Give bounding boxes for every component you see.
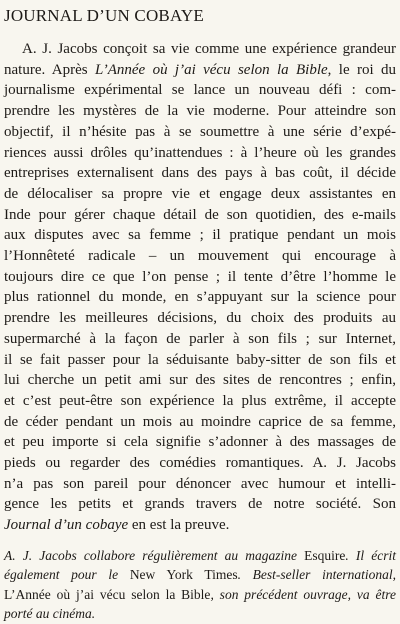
paragraph_lines-line xyxy=(4,370,396,391)
text-run: prendre les meilleures décisions, du choix des produits au xyxy=(4,310,396,327)
italic-text: L’Année où j’ai vécu selon la Bible xyxy=(94,61,328,78)
text-run: toujours dire ce que l’on pense ; il tente d’être l’homme le xyxy=(4,268,396,285)
text-run: il se fait passer pour la séduisante baby-sitter de son fils et xyxy=(4,351,396,368)
paragraph_lines-line xyxy=(4,60,396,81)
text-run: riences aussi drôles qu’inattendues : à l’heure où les grandes xyxy=(4,144,396,161)
paragraph_lines-line xyxy=(4,453,396,474)
italic-text: également pour le xyxy=(4,567,130,583)
text-run: Esquire xyxy=(304,547,346,563)
summary-paragraph xyxy=(4,39,396,536)
text-run: Inde pour gérer chaque détail de son quotidien, des e-mails xyxy=(4,206,396,223)
paragraph_lines-line xyxy=(4,267,396,288)
text-run: objectif, il n’hésite pas à se soumettre à une série d’expé- xyxy=(4,123,396,140)
text-run: pieds ou regarder des comédies romantiques. A. J. Jacobs xyxy=(4,455,396,472)
paragraph_lines-line xyxy=(4,163,396,184)
paragraph_lines-line xyxy=(4,412,396,433)
paragraph_lines-line xyxy=(4,432,396,453)
paragraph_lines-line xyxy=(4,474,396,495)
paragraph_lines-line xyxy=(4,184,396,205)
paragraph_lines-line xyxy=(4,287,396,308)
text-run: journalisme expérimental se lance un nouveau défi : com- xyxy=(4,82,396,99)
paragraph_lines-line xyxy=(4,494,396,515)
text-run: entreprises externalisent dans des pays à bas coût, il décide xyxy=(4,165,396,182)
book-title: JOURNAL D’UN COBAYE xyxy=(4,6,204,25)
paragraph_lines-line xyxy=(4,101,396,122)
text-run: nature. Après xyxy=(4,61,95,78)
text-run: de céder pendant un mois au moindre caprice de sa femme, xyxy=(4,413,396,430)
text-run: plus rationnel du monde, en s’appuyant sur la science pour xyxy=(4,289,396,306)
paragraph_lines-line xyxy=(4,391,396,412)
italic-text: , son précédent ouvrage, va être xyxy=(210,586,396,602)
text-run: de délocaliser sa propre vie et engage deux assistantes en xyxy=(4,185,396,202)
text-run: L’Année où j’ai vécu selon la Bible xyxy=(4,586,211,602)
text-run: , le roi du xyxy=(327,61,396,78)
bio_lines-line xyxy=(4,585,396,604)
italic-text: porté au cinéma. xyxy=(4,606,96,622)
paragraph_lines-line xyxy=(4,515,396,536)
text-run: New York Times xyxy=(129,567,238,583)
section-spacer xyxy=(4,536,396,546)
paragraph_lines-line xyxy=(4,80,396,101)
text-run: en est la preuve. xyxy=(128,517,230,534)
text-run: lui cherche un petit ami sur des sites de rencontres ; enfin, xyxy=(4,372,396,389)
bio_lines-line xyxy=(4,565,396,584)
paragraph_lines-line xyxy=(4,350,396,371)
paragraph_lines-line xyxy=(4,122,396,143)
paragraph_lines-line xyxy=(4,143,396,164)
paragraph_lines-line xyxy=(4,205,396,226)
text-run: et peu importe si cela signifie s’adonner à des massages de xyxy=(4,434,396,451)
italic-text: . Best-seller international, xyxy=(237,567,396,583)
text-run: A. J. Jacobs conçoit sa vie comme une expérience grandeur xyxy=(22,41,396,57)
text-run: aux disputes avec sa femme ; il pratique pendant un mois xyxy=(4,227,396,244)
italic-text: Journal d’un cobaye xyxy=(4,517,129,534)
paragraph_lines-line xyxy=(4,39,396,60)
author-bio xyxy=(4,546,396,624)
italic-text: . Il écrit xyxy=(345,547,396,563)
text-run: l’Honnêteté radicale – un mouvement qui encourage à xyxy=(4,248,396,265)
bio_lines-line xyxy=(4,546,396,565)
paragraph_lines-line xyxy=(4,225,396,246)
text-run: prendre les mystères de la vie moderne. Pour atteindre son xyxy=(4,103,396,120)
italic-text: A. J. Jacobs collabore régulièrement au magazine xyxy=(4,547,305,563)
paragraph_lines-line xyxy=(4,246,396,267)
text-run: n’a pas son pareil pour dénoncer avec humour et intelli- xyxy=(4,475,396,492)
text-run: gence les petits et grands travers de notre société. Son xyxy=(4,496,396,513)
paragraph_lines-line xyxy=(4,329,396,350)
paragraph_lines-line xyxy=(4,308,396,329)
text-run: supermarché à la façon de parler à son fils ; sur Internet, xyxy=(4,330,396,347)
bio_lines-line xyxy=(4,604,396,623)
text-run: et c’est peut-être son expérience la plus extrême, il accepte xyxy=(4,392,396,409)
